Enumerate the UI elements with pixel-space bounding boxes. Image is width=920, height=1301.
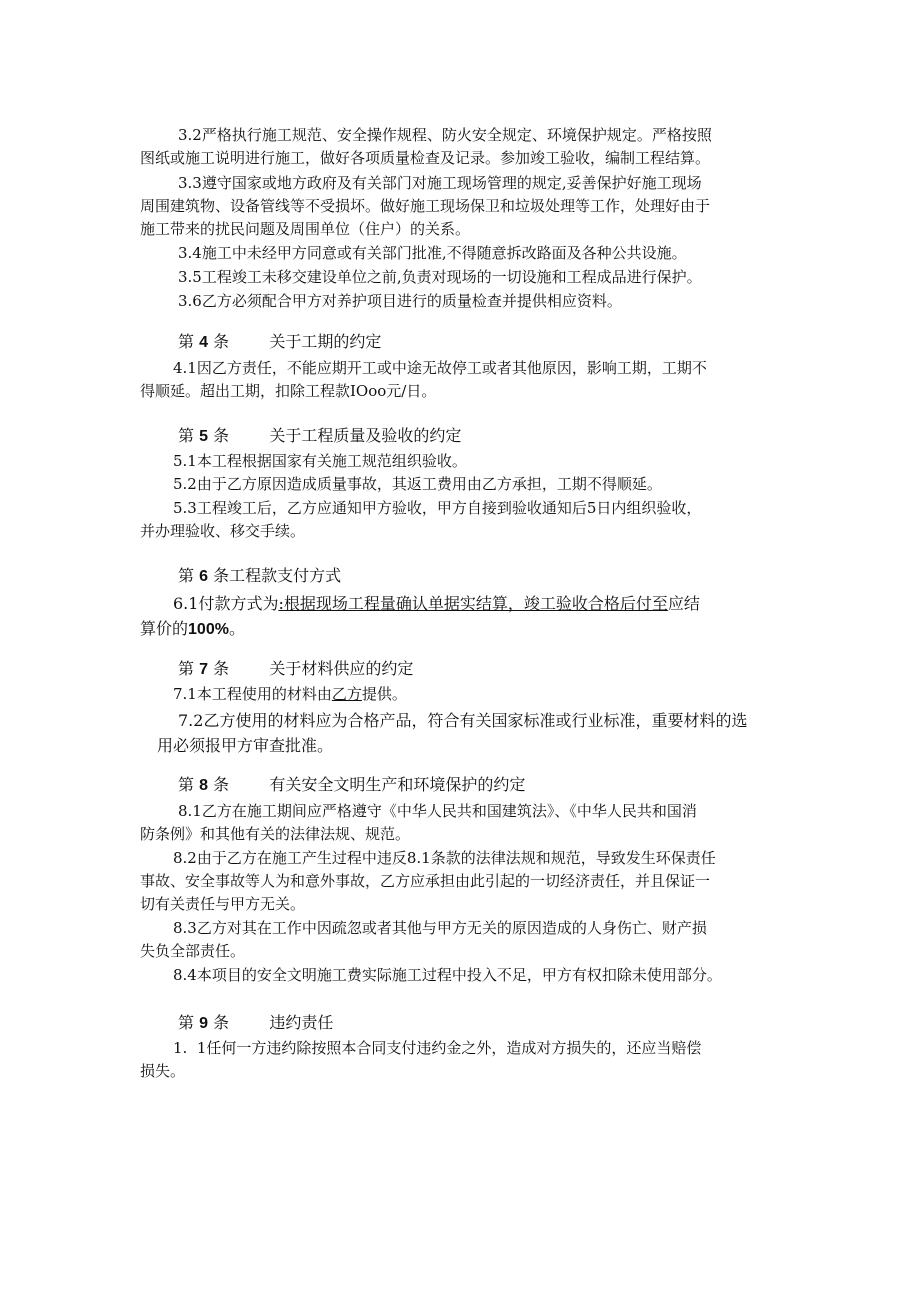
article-5-heading bbox=[178, 424, 461, 449]
clause-6-1 bbox=[140, 591, 790, 641]
clause-text-line: 图纸或施工说明进行施工，做好各项质量检查及记录。参加竣工验收，编制工程结算。 bbox=[140, 149, 711, 167]
article-label-post: 条 bbox=[213, 659, 230, 678]
clause-text: 算价的 bbox=[140, 619, 189, 638]
clause-8-2 bbox=[140, 847, 790, 916]
clause-text-line: 5.2由于乙方原因造成质量事故，其返工费用由乙方承担，工期不得顺延。 bbox=[173, 475, 662, 493]
article-label-pre: 第 bbox=[178, 1013, 195, 1032]
clause-text-line: 失负全部责任。 bbox=[140, 942, 246, 960]
clause-text-line: 8.1乙方在施工期间应严格遵守《中华人民共和国建筑法》、《中华人民共和国消 bbox=[178, 802, 697, 820]
clause-text-line: 8.4本项目的安全文明施工费实际施工过程中投入不足，甲方有权扣除未使用部分。 bbox=[173, 966, 722, 984]
article-number: 7 bbox=[199, 661, 209, 678]
clause-text-line: 7.2乙方使用的材料应为合格产品，符合有关国家标准或行业标准，重要材料的选 bbox=[178, 711, 748, 730]
underlined-payment-terms: :根据现场工程量确认单据实结算，竣工验收合格后付至 bbox=[278, 594, 668, 613]
clause-text-line: 1. 1任何一方违约除按照本合同支付违约金之外，造成对方损失的，还应当赔偿 bbox=[173, 1039, 702, 1057]
clause-8-1 bbox=[140, 800, 790, 846]
clause-text-line: 3.2严格执行施工规范、安全操作规程、防火安全规定、环境保护规定。严格按照 bbox=[178, 126, 712, 144]
clause-text-line: 3.5工程竣工未移交建设单位之前,负责对现场的一切设施和工程成品进行保护。 bbox=[178, 268, 702, 286]
clause-5-1 bbox=[140, 450, 790, 473]
clause-3-6 bbox=[140, 290, 790, 313]
clause-7-2 bbox=[140, 708, 790, 758]
article-7-heading bbox=[178, 657, 413, 682]
clause-8-4 bbox=[140, 964, 790, 987]
article-8-heading bbox=[178, 773, 525, 798]
clause-text-line: 3.6乙方必须配合甲方对养护项目进行的质量检查并提供相应资料。 bbox=[178, 292, 622, 310]
article-title: 有关安全文明生产和环境保护的约定 bbox=[269, 775, 526, 794]
article-label-pre: 第 bbox=[178, 332, 195, 351]
clause-3-4 bbox=[140, 242, 790, 265]
clause-3-3 bbox=[140, 172, 790, 241]
clause-text: 提供。 bbox=[361, 685, 407, 703]
clause-text-line: 4.1因乙方责任，不能应期开工或中途无故停工或者其他原因，影响工期，工期不 bbox=[173, 359, 707, 377]
clause-text-line: 事故、安全事故等人为和意外事故，乙方应承担由此引起的一切经济责任，并且保证一 bbox=[140, 872, 711, 890]
clause-text: 应结 bbox=[667, 594, 700, 613]
article-label-post: 条 bbox=[213, 426, 230, 445]
clause-text: 7.1本工程使用的材料由 bbox=[173, 685, 332, 703]
article-number: 6 bbox=[199, 568, 209, 585]
clause-text-line: 施工带来的扰民问题及周围单位（住户）的关系。 bbox=[140, 220, 471, 238]
article-number: 8 bbox=[199, 777, 209, 794]
clause-text-line: 3.4施工中未经甲方同意或有关部门批准,不得随意拆改路面及各种公共设施。 bbox=[178, 244, 687, 262]
clause-text-line: 损失。 bbox=[140, 1062, 186, 1080]
article-title: 关于工程质量及验收的约定 bbox=[269, 426, 462, 445]
article-label-pre: 第 bbox=[178, 566, 195, 585]
clause-text-line: 防条例》和其他有关的法律法规、规范。 bbox=[140, 825, 411, 843]
clause-9-1 bbox=[140, 1037, 790, 1083]
article-label-pre: 第 bbox=[178, 659, 195, 678]
article-label-post: 条 bbox=[213, 332, 230, 351]
clause-text-line: 得顺延。超出工期，扣除工程款IOoo元/日。 bbox=[140, 382, 437, 400]
percentage-value: 100% bbox=[188, 621, 229, 638]
clause-4-1 bbox=[140, 357, 790, 403]
clause-text-line: 周围建筑物、设备管线等不受损坏。做好施工现场保卫和垃圾处理等工作，处理好由于 bbox=[140, 197, 711, 215]
article-4-heading bbox=[178, 330, 381, 355]
article-title: 关于材料供应的约定 bbox=[269, 659, 414, 678]
article-6-heading bbox=[178, 564, 341, 589]
article-title: 违约责任 bbox=[269, 1013, 334, 1032]
article-title: 关于工期的约定 bbox=[269, 332, 382, 351]
article-label-pre: 第 bbox=[178, 775, 195, 794]
clause-text-line: 切有关责任与甲方无关。 bbox=[140, 895, 306, 913]
article-label-pre: 第 bbox=[178, 426, 195, 445]
article-number: 5 bbox=[199, 428, 209, 445]
clause-text-line: 8.3乙方对其在工作中因疏忽或者其他与甲方无关的原因造成的人身伤亡、财产损 bbox=[173, 919, 707, 937]
clause-text: 6.1付款方式为 bbox=[173, 594, 279, 613]
clause-5-3 bbox=[140, 497, 790, 543]
clause-text-line: 5.3工程竣工后，乙方应通知甲方验收，甲方自接到验收通知后5日内组织验收， bbox=[173, 499, 702, 517]
clause-text-line: 3.3遵守国家或地方政府及有关部门对施工现场管理的规定,妥善保护好施工现场 bbox=[178, 174, 702, 192]
article-label-post: 条 bbox=[213, 1013, 230, 1032]
clause-text-line: 8.2由于乙方在施工产生过程中违反8.1条款的法律法规和规范，导致发生环保责任 bbox=[173, 849, 716, 867]
article-label-post: 条 bbox=[213, 775, 230, 794]
clause-8-3 bbox=[140, 917, 790, 963]
clause-text-line: 并办理验收、移交手续。 bbox=[140, 522, 306, 540]
clause-5-2 bbox=[140, 473, 790, 496]
clause-text: 。 bbox=[228, 619, 245, 638]
article-number: 9 bbox=[199, 1015, 209, 1032]
clause-3-2 bbox=[140, 124, 790, 170]
article-title: 条工程款支付方式 bbox=[213, 566, 342, 585]
clause-7-1 bbox=[140, 683, 790, 706]
underlined-party: 乙方 bbox=[331, 685, 362, 703]
clause-text-line: 用必须报甲方审查批准。 bbox=[157, 736, 334, 755]
clause-3-5 bbox=[140, 266, 790, 289]
article-number: 4 bbox=[199, 334, 209, 351]
article-9-heading bbox=[178, 1011, 333, 1036]
clause-text-line: 5.1本工程根据国家有关施工规范组织验收。 bbox=[173, 452, 467, 470]
